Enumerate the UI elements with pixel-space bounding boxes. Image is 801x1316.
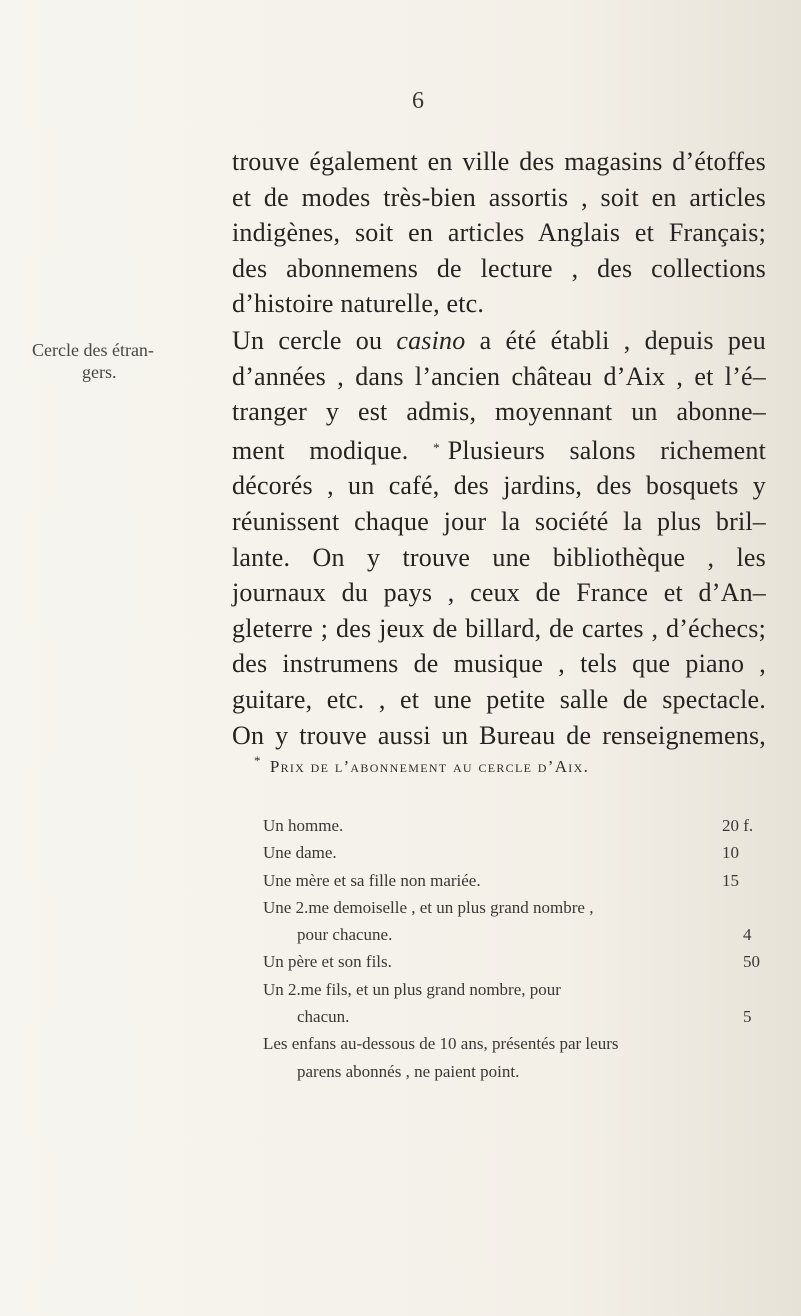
price-row	[263, 812, 766, 839]
price-list	[263, 812, 766, 1085]
price-row	[263, 1003, 766, 1030]
price-value: 50	[743, 952, 760, 972]
text-line: décorés , un café, des jardins, des bosquets y	[232, 471, 766, 501]
text-line: des abonnemens de lecture , des collections	[232, 253, 766, 283]
text-line: lante. On y trouve une bibliothèque , les	[232, 542, 766, 572]
footnote-mark: *	[433, 439, 440, 455]
text-line: journaux du pays , ceux de France et d’An–	[232, 578, 766, 608]
text-line: et de modes très-bien assortis , soit en articles	[232, 182, 766, 212]
price-row	[263, 867, 766, 894]
price-value: 5	[743, 1007, 752, 1027]
price-row	[263, 976, 766, 1003]
price-row	[263, 948, 766, 975]
margin-note-line: gers.	[82, 362, 117, 382]
text-line: d’années , dans l’ancien château d’Aix , et l’é–	[232, 361, 766, 391]
price-value: 20 f.	[722, 816, 754, 835]
price-value: 4	[743, 925, 752, 945]
paragraph-cercle	[232, 323, 766, 753]
text-run: Plusieurs salons richement	[447, 435, 767, 465]
text-line: réunissent chaque jour la société la plus bril–	[232, 506, 766, 536]
price-row-label: Un père et son fils.	[263, 952, 392, 972]
text-line: des instrumens de musique , tels que piano ,	[232, 649, 766, 679]
price-row-label: Une dame.	[263, 843, 337, 863]
price-row-label: Un 2.me fils, et un plus grand nombre, pour	[263, 979, 561, 999]
price-row-label: chacun.	[297, 1007, 350, 1027]
page-number: 6	[412, 88, 424, 114]
price-row	[263, 1058, 766, 1085]
text-line: trouve également en ville des magasins d’étoffes	[232, 147, 766, 176]
text-line-modique	[232, 430, 766, 469]
margin-note-line: Cercle des étran-	[32, 340, 154, 360]
price-row	[263, 839, 766, 866]
text-line: guitare, etc. , et une petite salle de spectacle.	[232, 684, 766, 714]
price-row-label: Une mère et sa fille non mariée.	[263, 870, 481, 890]
text-run: ment modique.	[232, 435, 409, 465]
margin-note-cercle	[32, 339, 212, 383]
price-row	[263, 894, 766, 921]
casino-italic: casino	[396, 326, 466, 355]
price-value: 10	[722, 843, 739, 863]
price-row-label: Un homme.	[263, 816, 344, 835]
price-row-label: Une 2.me demoiselle , et un plus grand nombre ,	[263, 897, 594, 917]
footnote-title-text: Prix de l’abonnement au cercle d’Aix.	[269, 757, 590, 776]
text-line: On y trouve aussi un Bureau de renseignemens,	[232, 720, 766, 750]
text-line-casino	[232, 323, 766, 359]
paragraph-magasins	[232, 144, 766, 322]
text-run: a été établi , depuis peu	[465, 326, 766, 355]
text-line: indigènes, soit en articles Anglais et Français;	[232, 218, 766, 248]
price-row	[263, 921, 766, 948]
price-row-label: pour chacune.	[297, 925, 393, 945]
price-row-label: Les enfans au-dessous de 10 ans, présentés par leurs	[263, 1034, 619, 1054]
text-line: gleterre ; des jeux de billard, de cartes , d’échecs;	[232, 613, 766, 643]
text-line: d’histoire naturelle, etc.	[232, 289, 485, 319]
text-run: Un cercle ou	[232, 326, 397, 355]
price-row	[263, 1030, 766, 1057]
text-line: tranger y est admis, moyennant un abonne–	[232, 397, 766, 427]
price-value: 15	[722, 870, 739, 890]
footnote-mark: *	[254, 753, 262, 768]
price-row-label: parens abonnés , ne paient point.	[297, 1061, 520, 1081]
footnote-title	[254, 753, 754, 777]
